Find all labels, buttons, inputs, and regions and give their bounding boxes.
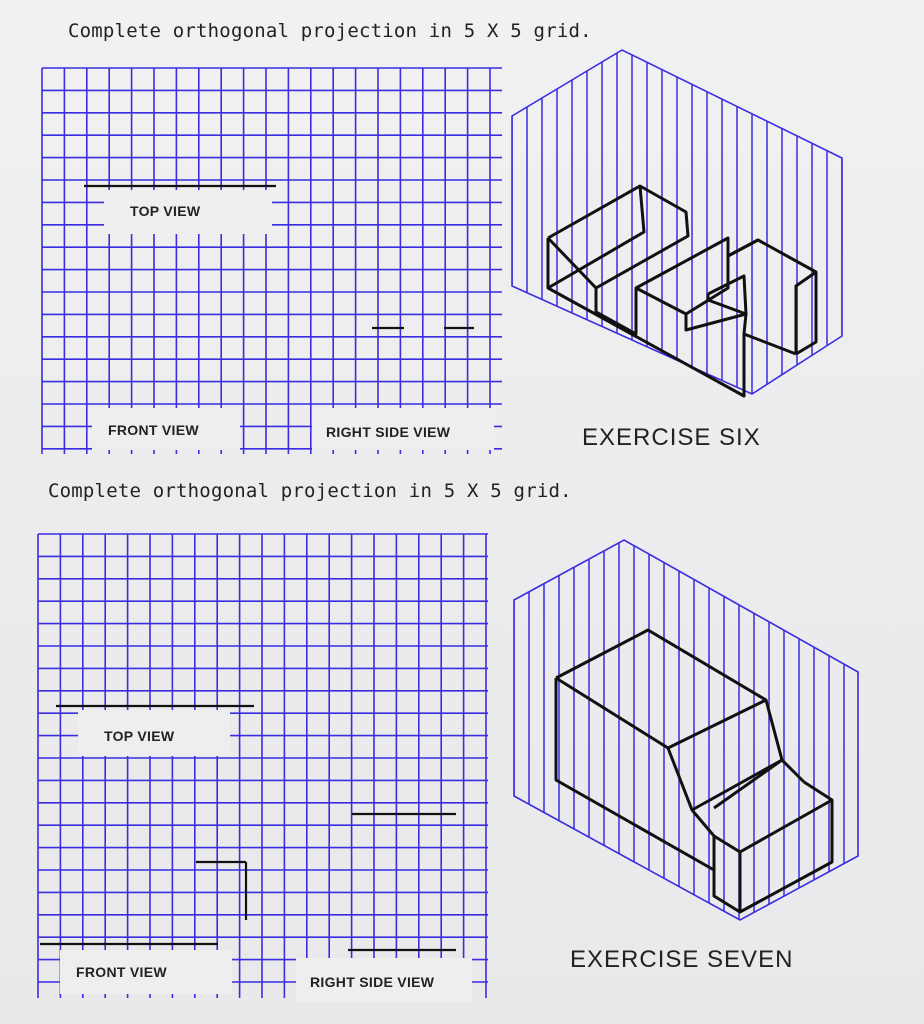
exercise-six-heading: Complete orthogonal projection in 5 X 5 grid. xyxy=(68,20,592,42)
ex6-right-view-label: RIGHT SIDE VIEW xyxy=(326,424,451,440)
exercise-six-label: EXERCISE SIX xyxy=(582,424,761,451)
ex7-right-view-label: RIGHT SIDE VIEW xyxy=(310,974,435,990)
ex6-top-view-label: TOP VIEW xyxy=(130,203,201,219)
ex7-top-view-label: TOP VIEW xyxy=(104,728,175,744)
ex7-front-view-label: FRONT VIEW xyxy=(76,964,167,980)
exercise-seven-heading: Complete orthogonal projection in 5 X 5 grid. xyxy=(48,480,572,502)
exercise-seven-label: EXERCISE SEVEN xyxy=(570,946,794,973)
ex6-front-view-label: FRONT VIEW xyxy=(108,422,199,438)
